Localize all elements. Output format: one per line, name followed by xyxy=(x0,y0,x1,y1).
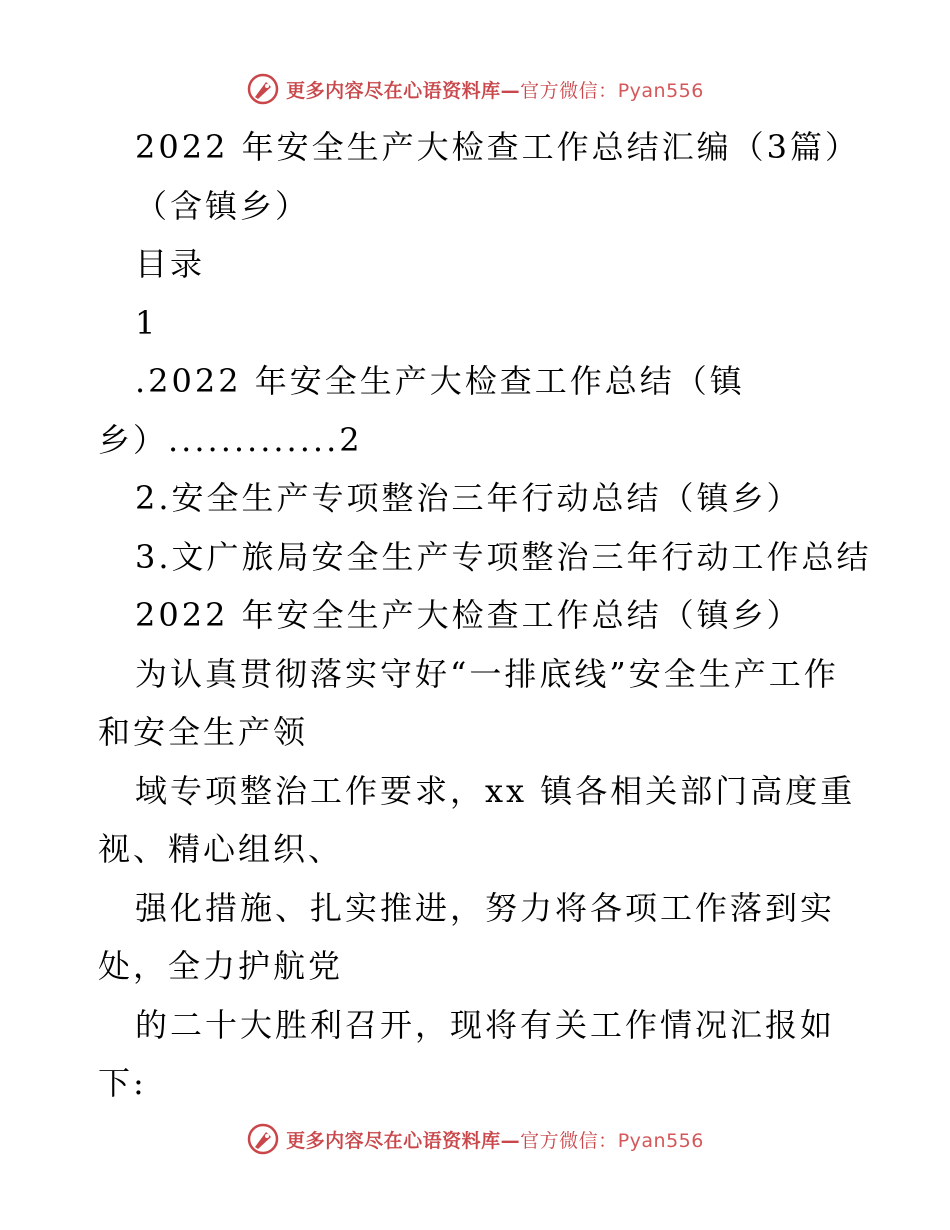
paragraph-line: 的二十大胜利召开，现将有关工作情况汇报如 xyxy=(135,1005,836,1044)
paragraph-line: 处，全力护航党 xyxy=(98,947,344,985)
toc-item-number: 1 xyxy=(135,303,159,342)
watermark-text xyxy=(286,76,704,103)
watermark-dash: — xyxy=(500,1129,521,1152)
paragraph-line: 下: xyxy=(98,1064,147,1102)
watermark-label: 官方微信： xyxy=(520,1129,618,1152)
toc-item-1-continued: 乡）.............2 xyxy=(98,420,363,459)
toc-item-3: 3.文广旅局安全生产专项整治三年行动工作总结 xyxy=(135,537,872,576)
watermark-site: 更多内容尽在心语资料库 xyxy=(286,79,501,102)
paragraph-line: 为认真贯彻落实守好“一排底线”安全生产工作 xyxy=(135,654,839,693)
paragraph-line: 和安全生产领 xyxy=(98,713,309,751)
doc-title: 2022 年安全生产大检查工作总结汇编（3篇） xyxy=(135,128,860,166)
paragraph-line: 域专项整治工作要求，xx 镇各相关部门高度重 xyxy=(135,771,856,810)
watermark-id: Pyan556 xyxy=(617,1129,704,1152)
paragraph-line: 强化措施、扎实推进，努力将各项工作落到实 xyxy=(135,888,836,927)
document-body xyxy=(98,118,872,1113)
paragraph-line: 视、精心组织、 xyxy=(98,830,344,868)
toc-item-1: .2022 年安全生产大检查工作总结（镇 xyxy=(135,362,745,400)
section-heading: 2022 年安全生产大检查工作总结（镇乡） xyxy=(135,596,802,634)
watermark-id: Pyan556 xyxy=(617,79,704,102)
header-watermark xyxy=(0,72,950,106)
doc-subtitle: （含镇乡） xyxy=(135,186,311,225)
pen-nib-circle-icon xyxy=(246,1122,280,1156)
footer-watermark xyxy=(0,1122,950,1156)
pen-nib-circle-icon xyxy=(246,72,280,106)
watermark-dash: — xyxy=(500,79,521,102)
watermark-label: 官方微信： xyxy=(520,79,618,102)
toc-item-2: 2.安全生产专项整治三年行动总结（镇乡） xyxy=(135,479,802,517)
watermark-site: 更多内容尽在心语资料库 xyxy=(286,1129,501,1152)
watermark-text xyxy=(286,1126,704,1153)
toc-heading: 目录 xyxy=(135,245,206,283)
